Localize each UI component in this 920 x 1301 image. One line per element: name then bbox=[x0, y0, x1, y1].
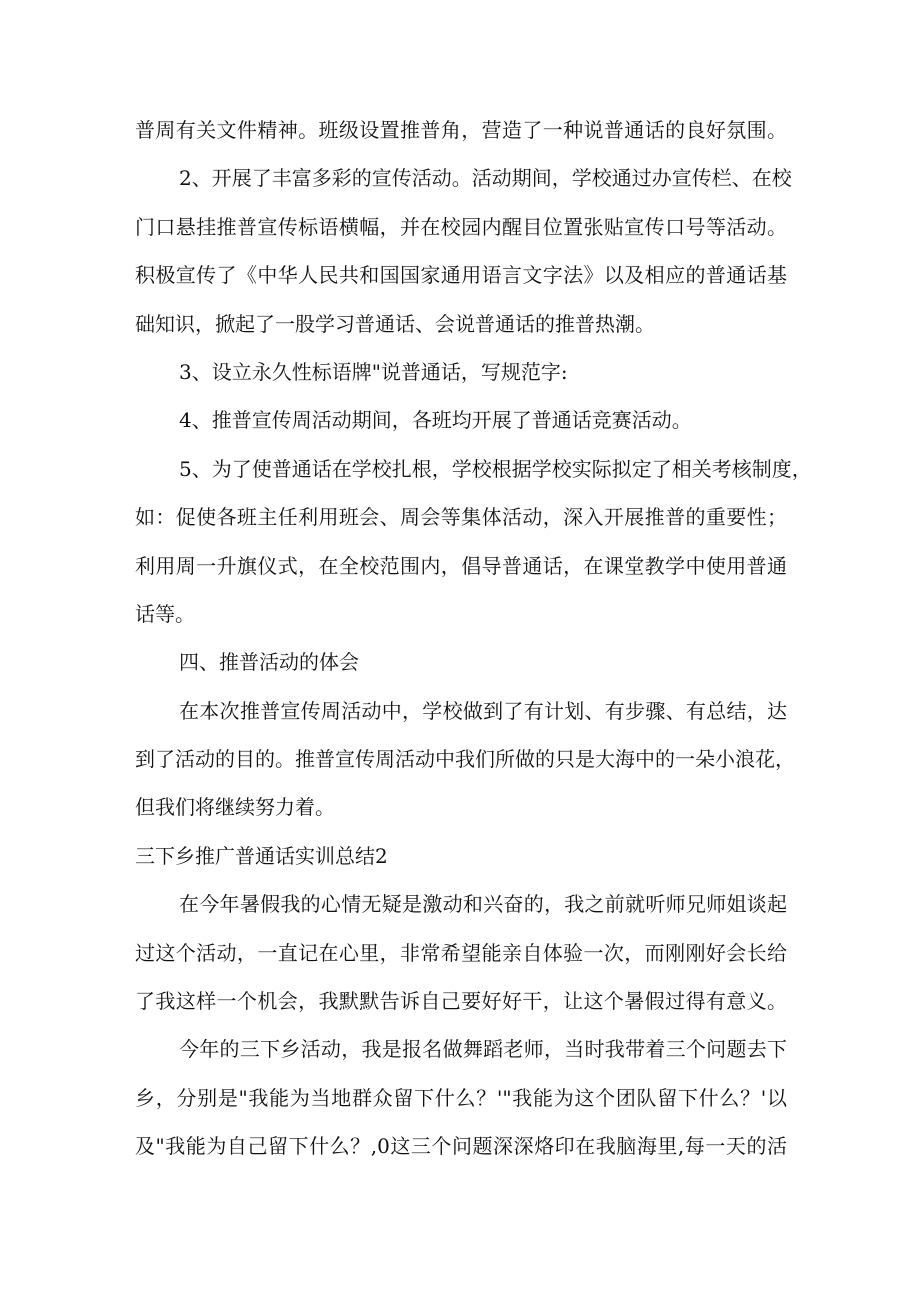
text-line: 在本次推普宣传周活动中，学校做到了有计划、有步骤、有总结，达 bbox=[179, 698, 787, 723]
text-line: 利用周一升旗仪式，在全校范围内，倡导普通话，在课堂教学中使用普通 bbox=[135, 553, 787, 578]
text-line: 积极宣传了《中华人民共和国国家通用语言文字法》以及相应的普通话基 bbox=[135, 263, 787, 288]
text-line: 了我这样一个机会，我默默告诉自己要好好干，让这个暑假过得有意义。 bbox=[135, 989, 787, 1014]
text-line: 2、开展了丰富多彩的宣传活动。活动期间，学校通过办宣传栏、在校 bbox=[179, 166, 792, 191]
text-line: 础知识，掀起了一股学习普通话、会说普通话的推普热潮。 bbox=[135, 311, 655, 336]
text-line: 到了活动的目的。推普宣传周活动中我们所做的只是大海中的一朵小浪花， bbox=[135, 747, 795, 772]
text-line: 话等。 bbox=[135, 601, 195, 626]
text-line: 如：促使各班主任利用班会、周会等集体活动，深入开展推普的重要性； bbox=[135, 505, 787, 530]
text-line: 在今年暑假我的心情无疑是激动和兴奋的，我之前就听师兄师姐谈起 bbox=[179, 892, 787, 917]
section-heading: 三下乡推广普通话实训总结2 bbox=[135, 843, 388, 868]
text-line: 四、推普活动的体会 bbox=[179, 650, 359, 675]
text-line: 过这个活动，一直记在心里，非常希望能亲自体验一次，而刚刚好会长给 bbox=[135, 940, 787, 965]
text-line: 5、为了使普通话在学校扎根，学校根据学校实际拟定了相关考核制度， bbox=[179, 456, 812, 481]
text-line: 今年的三下乡活动，我是报名做舞蹈老师，当时我带着三个问题去下 bbox=[179, 1037, 787, 1062]
text-line: 4、推普宣传周活动期间，各班均开展了普通话竞赛活动。 bbox=[179, 408, 692, 433]
text-line: 普周有关文件精神。班级设置推普角，营造了一种说普通话的良好氛围。 bbox=[135, 118, 787, 142]
text-line: 但我们将继续努力着。 bbox=[135, 795, 335, 820]
text-line: 门口悬挂推普宣传标语横幅，并在校园内醒目位置张贴宣传口号等活动。 bbox=[135, 214, 787, 239]
text-line: 3、设立永久性标语牌"说普通话，写规范字: bbox=[179, 359, 568, 384]
text-line: 及"我能为自己留下什么？,0这三个问题深深烙印在我脑海里,每一天的活 bbox=[135, 1134, 787, 1159]
text-line: 乡，分别是"我能为当地群众留下什么？'"我能为这个团队留下什么？'以 bbox=[135, 1085, 787, 1110]
document-body bbox=[135, 106, 812, 1171]
